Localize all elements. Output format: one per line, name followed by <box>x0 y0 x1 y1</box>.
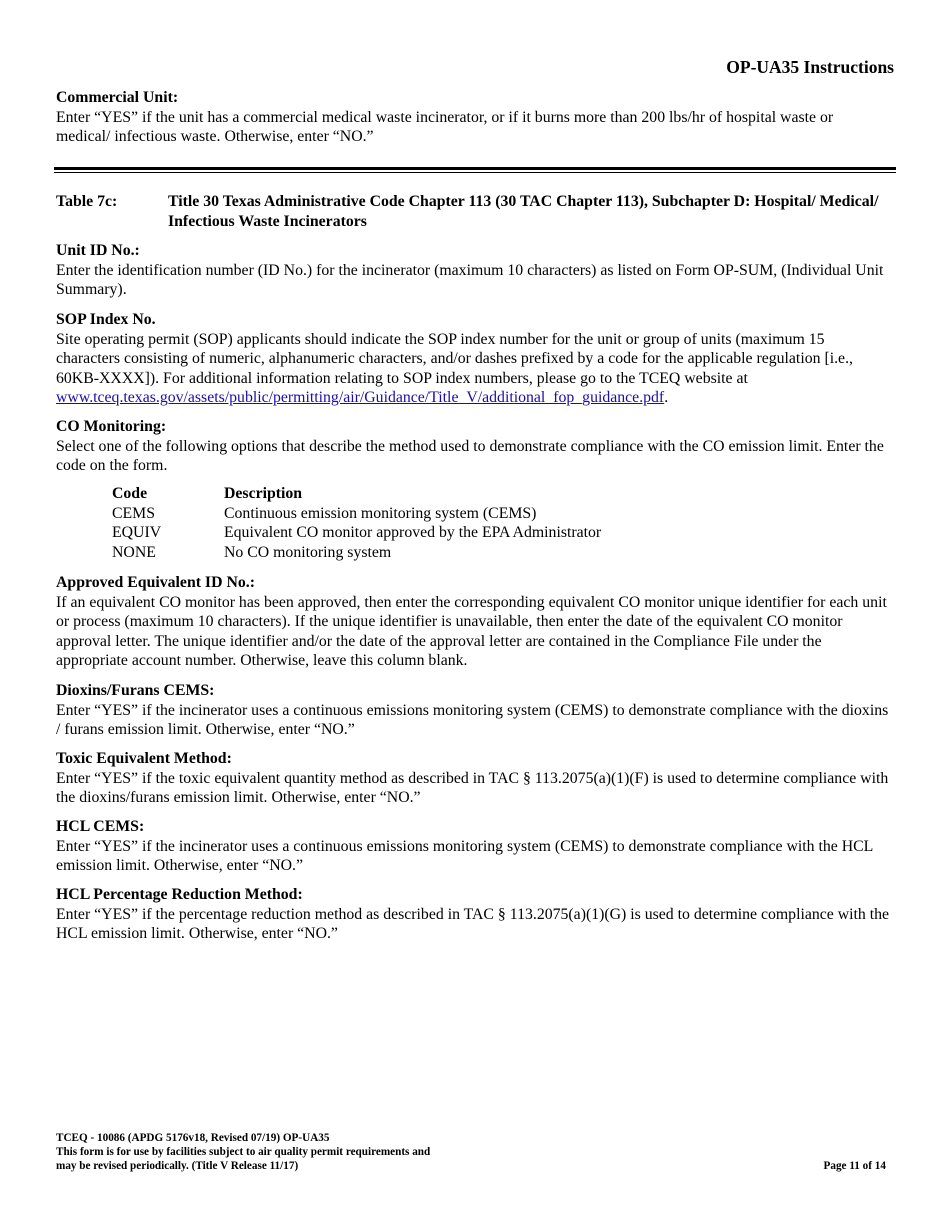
co-monitoring-section <box>56 417 890 476</box>
footer-form-info <box>56 1131 430 1173</box>
toxic-equivalent-label: Toxic Equivalent Method: <box>56 750 232 767</box>
footer-line-2: This form is for use by facilities subject to air quality permit requirements and <box>56 1146 431 1158</box>
description-cell: No CO monitoring system <box>224 543 392 561</box>
approved-equivalent-text: If an equivalent CO monitor has been approved, then enter the corresponding equivalent CO monitor unique identifier for each unit or process (maximum 10 characters). If the unique identifier is unavailable, then enter the date of the equivalent CO monitor approval letter. The unique identifier and/or the date of the approval letter are contained in the Compliance File under the appropriate account number. Otherwise, leave this column blank. <box>56 593 887 670</box>
dioxins-cems-text: Enter “YES” if the incinerator uses a continuous emissions monitoring system (CEMS) to demonstrate compliance with the dioxins / furans emission limit. Otherwise, enter “NO.” <box>56 701 889 739</box>
commercial-unit-label: Commercial Unit: <box>56 89 179 106</box>
dioxins-cems-section <box>56 681 890 740</box>
table-number: Table 7c: <box>56 193 118 210</box>
sop-index-label: SOP Index No. <box>56 311 156 328</box>
hcl-cems-section <box>56 817 890 876</box>
unit-id-text: Enter the identification number (ID No.) for the incinerator (maximum 10 characters) as listed on Form OP-SUM, (Individual Unit Summary). <box>56 261 884 299</box>
unit-id-section <box>56 241 890 300</box>
commercial-unit-section <box>56 88 890 147</box>
description-column-header: Description <box>224 485 303 502</box>
sop-index-text-main: Site operating permit (SOP) applicants should indicate the SOP index number for the unit or group of units (maximum 15 characters consisting of numeric, alphanumeric characters, and/or dashes prefixed by a code for the applicable regulation [i.e., 60KB-XXXX]). For additional information relating to SOP index numbers, please go to the TCEQ website at <box>56 330 853 387</box>
code-column-header: Code <box>112 485 148 502</box>
hcl-cems-label: HCL CEMS: <box>56 818 145 835</box>
dioxins-cems-label: Dioxins/Furans CEMS: <box>56 682 215 699</box>
section-divider-thin <box>54 172 896 173</box>
sop-index-text <box>56 330 890 408</box>
page-header-title: OP-UA35 Instructions <box>726 57 894 77</box>
description-cell: Equivalent CO monitor approved by the EPA Administrator <box>224 524 602 542</box>
approved-equivalent-label: Approved Equivalent ID No.: <box>56 574 255 591</box>
hcl-reduction-section <box>56 885 890 944</box>
footer-line-1: TCEQ - 10086 (APDG 5176v18, Revised 07/19) OP-UA35 <box>56 1132 330 1144</box>
code-cell: NONE <box>112 543 156 561</box>
toxic-equivalent-section <box>56 749 890 808</box>
code-cell: CEMS <box>112 504 156 522</box>
hcl-reduction-text: Enter “YES” if the percentage reduction method as described in TAC § 113.2075(a)(1)(G) is used to determine compliance with the HCL emission limit. Otherwise, enter “NO.” <box>56 905 890 943</box>
co-monitoring-text: Select one of the following options that describe the method used to demonstrate compliance with the CO emission limit. Enter the code on the form. <box>56 437 884 475</box>
unit-id-label: Unit ID No.: <box>56 242 140 259</box>
section-divider-thick <box>54 167 896 170</box>
code-cell: EQUIV <box>112 524 162 542</box>
hcl-reduction-label: HCL Percentage Reduction Method: <box>56 886 303 903</box>
page-number: Page 11 of 14 <box>823 1160 886 1172</box>
commercial-unit-text: Enter “YES” if the unit has a commercial medical waste incinerator, or if it burns more than 200 lbs/hr of hospital waste or medical/ infectious waste. Otherwise, enter “NO.” <box>56 108 834 146</box>
sop-index-text-end: . <box>664 389 669 407</box>
footer-line-3: may be revised periodically. (Title V Release 11/17) <box>56 1160 299 1172</box>
table-title: Title 30 Texas Administrative Code Chapter 113 (30 TAC Chapter 113), Subchapter D: Hospital/ Medical/ Infectious Waste Incinerators <box>168 193 879 230</box>
co-monitoring-label: CO Monitoring: <box>56 418 167 435</box>
toxic-equivalent-text: Enter “YES” if the toxic equivalent quantity method as described in TAC § 113.2075(a)(1)(F) is used to determine compliance with the dioxins/furans emission limit. Otherwise, enter “NO.” <box>56 769 889 807</box>
sop-index-section <box>56 310 890 408</box>
hcl-cems-text: Enter “YES” if the incinerator uses a continuous emissions monitoring system (CEMS) to demonstrate compliance with the HCL emission limit. Otherwise, enter “NO.” <box>56 837 873 875</box>
description-cell: Continuous emission monitoring system (CEMS) <box>224 504 537 522</box>
guidance-link[interactable]: www.tceq.texas.gov/assets/public/permitting/air/Guidance/Title_V/additional_fop_guidance.pdf <box>56 389 665 407</box>
approved-equivalent-section <box>56 573 890 671</box>
